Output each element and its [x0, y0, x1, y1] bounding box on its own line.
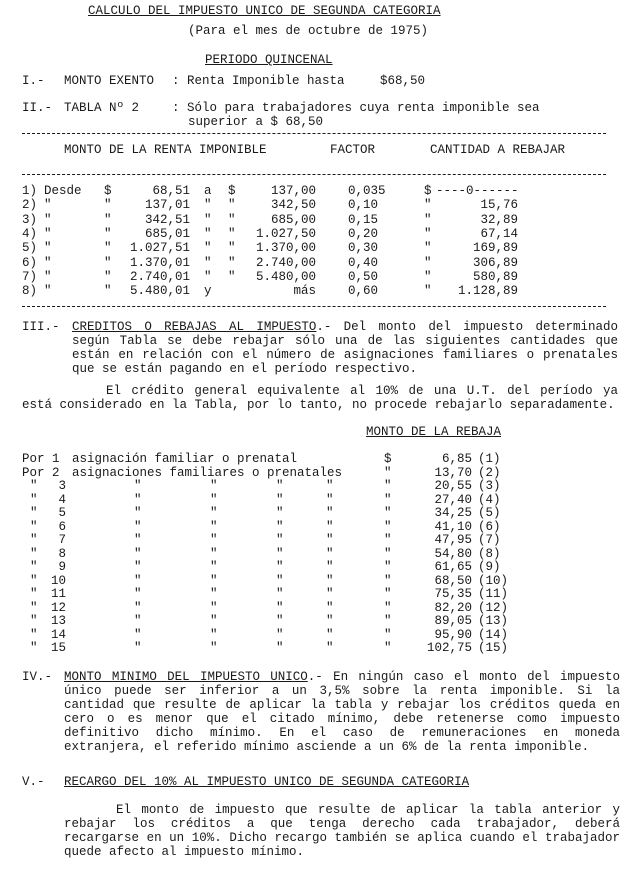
rebate-ditto: ": [134, 641, 142, 655]
rebate-ditto: ": [326, 641, 334, 655]
section-2-text-line1: : Sólo para trabajadores cuya renta imponible sea: [172, 101, 540, 115]
rebate-ditto: ": [384, 587, 392, 601]
rebate-ditto: ": [210, 627, 218, 642]
row-rebate-amount: 1.128,89: [457, 284, 518, 299]
row-to-amount: 5.480,00: [255, 269, 316, 284]
rebate-count: 13: [50, 614, 66, 628]
row-number: 5): [22, 241, 38, 256]
rebate-ditto: ": [326, 546, 334, 561]
row-qualifier: ": [44, 269, 52, 284]
table-header-rule: [22, 174, 606, 175]
rebate-ditto: ": [210, 641, 218, 655]
rebate-ditto: ": [134, 506, 142, 520]
table-bottom-rule: [22, 306, 606, 307]
rebate-ditto: ": [384, 627, 392, 642]
rebate-amount: 68,50: [434, 573, 472, 588]
section-4-number: IV.-: [22, 670, 53, 684]
rebate-reference: (12): [478, 600, 509, 615]
rebate-description: asignaciones familiares o prenatales: [72, 465, 343, 480]
section-1-text: : Renta Imponible hasta: [172, 74, 345, 88]
row-rebate-amount: 67,14: [480, 226, 518, 241]
rebate-ditto: ": [210, 573, 218, 588]
row-rebate-amount: 15,76: [480, 198, 518, 213]
section-4-text: .- En ningún caso el monto del impuesto único puede ser inferior a un 3,5% sobre la renta imponible. Si la cantidad que resulte de aplicar la tabla y rebajar los créditos queda en cero o es menor que el citado mínimo, debe retenerse como impuesto definitivo dicho mínimo. En el caso de remuneraciones en moneda extranjera, el referido mínimo asciende a un 6% de la renta imponible.: [64, 670, 620, 754]
row-to-currency: ": [228, 226, 236, 241]
section-3-title: CREDITOS O REBAJAS AL IMPUESTO: [72, 320, 317, 334]
row-qualifier: ": [44, 241, 52, 256]
document-title: CALCULO DEL IMPUESTO UNICO DE SEGUNDA CATEGORIA: [88, 4, 441, 18]
row-qualifier: ": [44, 198, 52, 213]
rebate-reference: (9): [478, 560, 501, 574]
row-rebate-currency: ": [424, 255, 432, 270]
row-number: 8): [22, 284, 38, 299]
row-from-amount: 1.027,51: [129, 241, 190, 256]
row-separator: y: [204, 284, 212, 299]
row-from-currency: ": [104, 198, 112, 213]
rebate-ditto: ": [30, 492, 38, 507]
row-to-amount: 1.370,00: [255, 241, 316, 256]
rebate-currency: $: [384, 452, 392, 466]
rebate-ditto: ": [30, 573, 38, 588]
row-number: 6): [22, 255, 38, 270]
rebate-ditto: ": [210, 506, 218, 520]
rebate-ditto: ": [326, 506, 334, 520]
rebate-ditto: ": [276, 614, 284, 628]
row-factor: 0,30: [348, 241, 379, 256]
rebate-count: 9: [58, 560, 66, 574]
section-2-text-line2: superior a $ 68,50: [188, 115, 324, 129]
section-2-number: II.-: [22, 101, 53, 115]
rebate-ditto: ": [134, 479, 142, 493]
rebate-ditto: ": [30, 479, 38, 493]
rebate-ditto: ": [30, 600, 38, 615]
rebate-ditto: ": [134, 573, 142, 588]
row-rebate-currency: ": [424, 212, 432, 227]
rebate-reference: (3): [478, 479, 501, 493]
row-rebate-currency: ": [424, 198, 432, 213]
rebate-ditto: ": [210, 560, 218, 574]
rebate-count: 14: [50, 627, 66, 642]
rebate-amount: 6,85: [441, 452, 472, 466]
row-factor: 0,60: [348, 284, 379, 299]
row-rebate-amount: ----0------: [436, 184, 519, 198]
rebate-ditto: ": [326, 627, 334, 642]
rebate-ditto: ": [276, 573, 284, 588]
rebate-ditto: ": [384, 614, 392, 628]
row-separator: ": [204, 255, 212, 270]
rebate-count: 1: [52, 452, 60, 466]
section-3-number: III.-: [22, 320, 60, 334]
rebate-ditto: ": [210, 546, 218, 561]
row-to-amount: 2.740,00: [255, 255, 316, 270]
section-2-label: TABLA Nº 2: [64, 101, 140, 115]
rebate-amount: 34,25: [434, 506, 472, 520]
rebate-ditto: ": [384, 533, 392, 547]
rebate-amount: 89,05: [434, 614, 472, 628]
rebate-reference: (1): [478, 452, 501, 466]
rebate-por-label: Por: [22, 465, 45, 480]
table-header-income: MONTO DE LA RENTA IMPONIBLE: [64, 143, 267, 157]
rebate-amount: 75,35: [434, 587, 472, 601]
rebate-ditto: ": [384, 641, 392, 655]
section-3-paragraph: [72, 320, 618, 376]
rebate-count: 15: [50, 641, 66, 655]
row-from-currency: ": [104, 255, 112, 270]
row-to-currency: ": [228, 241, 236, 256]
row-to-amount: 685,00: [270, 212, 316, 227]
row-rebate-amount: 580,89: [472, 269, 518, 284]
rebate-ditto: ": [326, 479, 334, 493]
rebate-ditto: ": [384, 560, 392, 574]
rebate-ditto: ": [326, 600, 334, 615]
rebate-ditto: ": [210, 533, 218, 547]
row-from-amount: 1.370,01: [129, 255, 190, 270]
table-header-factor: FACTOR: [330, 143, 376, 157]
row-from-amount: 5.480,01: [129, 284, 190, 299]
row-factor: 0,035: [348, 184, 386, 198]
rebate-ditto: ": [30, 533, 38, 547]
row-to-amount: 1.027,50: [255, 226, 316, 241]
rebate-amount: 13,70: [434, 465, 472, 480]
rebate-ditto: ": [384, 573, 392, 588]
rebate-amount: 41,10: [434, 519, 472, 534]
rebate-count: 4: [58, 492, 66, 507]
rebate-ditto: ": [210, 614, 218, 628]
row-to-amount: 342,50: [270, 198, 316, 213]
row-qualifier: Desde: [44, 184, 82, 198]
rebate-ditto: ": [326, 573, 334, 588]
section-5-paragraph: El monto de impuesto que resulte de aplicar la tabla anterior y rebajar los créditos a que tenga derecho cada trabajador, deberá recargarse en un 10%. Dicho recargo también se aplica cuando el trabajador quede afecto al impuesto mínimo.: [64, 803, 620, 859]
row-separator: ": [204, 226, 212, 241]
row-factor: 0,50: [348, 269, 379, 284]
row-to-currency: ": [228, 212, 236, 227]
section-5-title: RECARGO DEL 10% AL IMPUESTO UNICO DE SEGUNDA CATEGORIA: [64, 775, 470, 789]
rebate-ditto: ": [134, 614, 142, 628]
row-factor: 0,20: [348, 226, 379, 241]
rebate-ditto: ": [30, 519, 38, 534]
table-header-rebate: CANTIDAD A REBAJAR: [430, 143, 566, 157]
rebate-ditto: ": [134, 546, 142, 561]
rebate-ditto: ": [134, 519, 142, 534]
rebate-ditto: ": [210, 519, 218, 534]
row-qualifier: ": [44, 212, 52, 227]
row-number: 4): [22, 226, 38, 241]
rebate-count: 10: [50, 573, 66, 588]
rebate-count: 12: [50, 600, 66, 615]
row-from-currency: ": [104, 269, 112, 284]
document-subtitle: (Para el mes de octubre de 1975): [188, 24, 429, 38]
row-from-amount: 68,51: [152, 184, 190, 198]
rebate-reference: (6): [478, 519, 501, 534]
rebate-count: 6: [58, 519, 66, 534]
rebate-reference: (8): [478, 546, 501, 561]
row-from-amount: 685,01: [144, 226, 190, 241]
row-to-currency: ": [228, 269, 236, 284]
rebate-ditto: ": [134, 560, 142, 574]
rebate-reference: (13): [478, 614, 509, 628]
rebate-reference: (15): [478, 641, 509, 655]
rebate-reference: (11): [478, 587, 509, 601]
rebate-reference: (2): [478, 465, 501, 480]
rebate-ditto: ": [326, 492, 334, 507]
table-top-rule: [22, 133, 606, 134]
rebate-ditto: ": [210, 479, 218, 493]
rebate-amount: 102,75: [426, 641, 472, 655]
row-to-currency: ": [228, 198, 236, 213]
rebate-ditto: ": [210, 587, 218, 601]
row-rebate-amount: 169,89: [472, 241, 518, 256]
row-qualifier: ": [44, 226, 52, 241]
row-from-currency: ": [104, 212, 112, 227]
rebate-reference: (7): [478, 533, 501, 547]
rebate-reference: (5): [478, 506, 501, 520]
exempt-amount: $68,50: [380, 74, 426, 88]
rebate-ditto: ": [276, 587, 284, 601]
rebate-amount: 82,20: [434, 600, 472, 615]
row-qualifier: ": [44, 284, 52, 299]
row-rebate-currency: ": [424, 269, 432, 284]
row-rebate-currency: ": [424, 226, 432, 241]
section-3-text: .- Del monto del impuesto determinado según Tabla se debe rebajar sólo una de las siguientes cantidades que están en relación con el número de asignaciones familiares o prenatales que se están pagando en el período respectivo.: [72, 320, 619, 376]
row-to-amount: 137,00: [270, 184, 316, 198]
rebate-ditto: ": [210, 600, 218, 615]
row-from-currency: ": [104, 241, 112, 256]
rebate-ditto: ": [384, 492, 392, 507]
rebate-ditto: ": [276, 560, 284, 574]
row-factor: 0,15: [348, 212, 379, 227]
rebate-ditto: ": [326, 560, 334, 574]
rebate-ditto: ": [384, 506, 392, 520]
rebate-count: 11: [50, 587, 66, 601]
row-number: 3): [22, 212, 38, 227]
rebate-ditto: ": [384, 546, 392, 561]
rebate-ditto: ": [276, 506, 284, 520]
rebate-ditto: ": [30, 627, 38, 642]
rebate-reference: (10): [478, 573, 509, 588]
row-to-currency: $: [228, 184, 236, 198]
row-rebate-amount: 306,89: [472, 255, 518, 270]
row-to-amount: más: [293, 284, 316, 299]
rebate-ditto: ": [276, 479, 284, 493]
rebate-amount: 54,80: [434, 546, 472, 561]
rebate-ditto: ": [30, 506, 38, 520]
row-rebate-amount: 32,89: [480, 212, 518, 227]
rebate-ditto: ": [210, 492, 218, 507]
rebate-count: 5: [58, 506, 66, 520]
rebate-ditto: ": [30, 546, 38, 561]
rebate-por-label: Por: [22, 452, 45, 466]
row-separator: ": [204, 198, 212, 213]
rebate-ditto: ": [30, 560, 38, 574]
rebate-ditto: ": [276, 533, 284, 547]
rebate-ditto: ": [384, 600, 392, 615]
rebate-ditto: ": [326, 614, 334, 628]
rebate-ditto: ": [30, 587, 38, 601]
rebate-description: asignación familiar o prenatal: [72, 452, 298, 466]
rebate-ditto: ": [276, 492, 284, 507]
rebate-count: 2: [52, 465, 60, 480]
rebate-amount: 61,65: [434, 560, 472, 574]
row-factor: 0,10: [348, 198, 379, 213]
rebate-count: 3: [58, 479, 66, 493]
rebate-amount: 47,95: [434, 533, 472, 547]
rebate-ditto: ": [276, 600, 284, 615]
rebate-ditto: ": [134, 492, 142, 507]
rebate-ditto: ": [384, 465, 392, 480]
section-3-paragraph-2: El crédito general equivalente al 10% de una U.T. del período ya está considerado en la Tabla, por lo tanto, no procede rebajarlo separadamente.: [22, 384, 618, 412]
section-4-paragraph: [64, 670, 620, 754]
row-from-amount: 2.740,01: [129, 269, 190, 284]
row-number: 7): [22, 269, 38, 284]
row-factor: 0,40: [348, 255, 379, 270]
section-1-label: MONTO EXENTO: [64, 74, 155, 88]
row-separator: ": [204, 241, 212, 256]
row-separator: ": [204, 269, 212, 284]
row-number: 1): [22, 184, 38, 198]
row-number: 2): [22, 198, 38, 213]
row-rebate-currency: $: [424, 184, 432, 198]
rebate-ditto: ": [134, 587, 142, 601]
rebate-ditto: ": [30, 641, 38, 655]
rebate-ditto: ": [276, 546, 284, 561]
rebate-ditto: ": [384, 479, 392, 493]
row-separator: a: [204, 184, 212, 198]
row-from-currency: ": [104, 284, 112, 299]
row-from-amount: 342,51: [144, 212, 190, 227]
rebate-ditto: ": [276, 519, 284, 534]
period-heading: PERIODO QUINCENAL: [205, 53, 333, 67]
rebate-count: 7: [58, 533, 66, 547]
row-rebate-currency: ": [424, 241, 432, 256]
rebate-amount-header: MONTO DE LA REBAJA: [366, 425, 502, 439]
rebate-ditto: ": [326, 587, 334, 601]
rebate-ditto: ": [326, 519, 334, 534]
rebate-reference: (4): [478, 492, 501, 507]
row-qualifier: ": [44, 255, 52, 270]
rebate-ditto: ": [134, 600, 142, 615]
rebate-ditto: ": [30, 614, 38, 628]
rebate-ditto: ": [134, 627, 142, 642]
rebate-amount: 27,40: [434, 492, 472, 507]
rebate-amount: 20,55: [434, 479, 472, 493]
rebate-count: 8: [58, 546, 66, 561]
rebate-ditto: ": [276, 627, 284, 642]
rebate-amount: 95,90: [434, 627, 472, 642]
section-1-number: I.-: [22, 74, 45, 88]
rebate-reference: (14): [478, 627, 509, 642]
row-separator: ": [204, 212, 212, 227]
section-5-number: V.-: [22, 775, 45, 789]
rebate-ditto: ": [134, 533, 142, 547]
rebate-ditto: ": [276, 641, 284, 655]
rebate-ditto: ": [384, 519, 392, 534]
row-from-currency: ": [104, 226, 112, 241]
row-from-currency: $: [104, 184, 112, 198]
row-from-amount: 137,01: [144, 198, 190, 213]
rebate-ditto: ": [326, 533, 334, 547]
row-rebate-currency: ": [424, 284, 432, 299]
row-to-currency: ": [228, 255, 236, 270]
section-4-title: MONTO MINIMO DEL IMPUESTO UNICO: [64, 670, 308, 684]
